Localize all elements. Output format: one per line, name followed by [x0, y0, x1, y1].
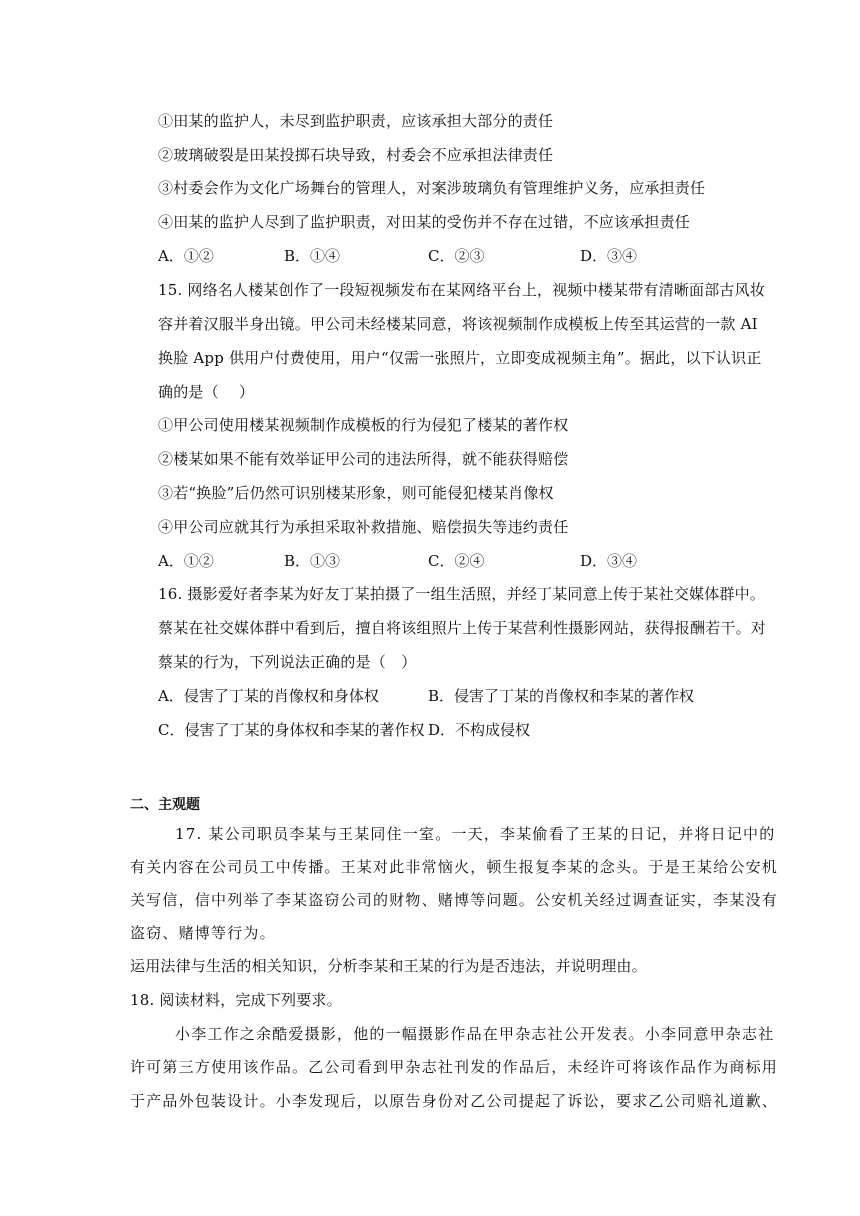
- q15-statement-3: ③若“换脸”后仍然可识别楼某形象，则可能侵犯楼某肖像权: [158, 484, 554, 502]
- q15-option-b: B．①③: [284, 552, 341, 570]
- q14-option-a: A．①②: [158, 247, 214, 265]
- q17-line-1: 17. 某公司职员李某与王某同住一室。一天，李某偷看了王某的日记，并将日记中的: [175, 825, 776, 843]
- q15-option-c: C．②④: [428, 552, 485, 570]
- q17-line-3: 关写信，信中列举了李某盗窃公司的财物、赌博等问题。公安机关经过调查证实，李某没有: [130, 891, 779, 909]
- q17-line-2: 有关内容在公司员工中传播。王某对此非常恼火，顿生报复李某的念头。于是王某给公安机: [130, 858, 779, 876]
- q17-question: 运用法律与生活的相关知识，分析李某和王某的行为是否违法，并说明理由。: [130, 957, 647, 975]
- q17-line-4: 盗窃、赌博等行为。: [130, 924, 276, 942]
- q16-option-b: B．侵害了丁某的肖像权和李某的著作权: [428, 687, 695, 705]
- q15-statement-1: ①甲公司使用楼某视频制作成模板的行为侵犯了楼某的著作权: [158, 416, 569, 434]
- q16-option-a: A．侵害了丁某的肖像权和身体权: [158, 687, 379, 705]
- q14-option-d: D．③④: [580, 247, 638, 265]
- section-title-subjective: 二、主观题: [130, 797, 200, 813]
- q15-stem-line-3: 换脸 App 供用户付费使用，用户“仅需一张照片，立即变成视频主角”。据此，以下认识正: [158, 349, 762, 367]
- q14-option-c: C．②③: [428, 247, 485, 265]
- q18-stem: 18. 阅读材料，完成下列要求。: [130, 991, 342, 1009]
- q14-statement-3: ③村委会作为文化广场舞台的管理人，对案涉玻璃负有管理维护义务，应承担责任: [158, 179, 706, 197]
- q14-option-b: B．①④: [284, 247, 341, 265]
- q14-statement-2: ②玻璃破裂是田某投掷石块导致，村委会不应承担法律责任: [158, 146, 554, 164]
- q14-statement-4: ④田某的监护人尽到了监护职责，对田某的受伤并不存在过错，不应该承担责任: [158, 213, 691, 231]
- q18-line-2: 许可第三方使用该作品。乙公司看到甲杂志社刊发的作品后，未经许可将该作品作为商标用: [130, 1058, 779, 1076]
- q15-options: [158, 551, 718, 571]
- q15-option-d: D．③④: [580, 552, 638, 570]
- q16-stem-line-2: 蔡某在社交媒体群中看到后，擅自将该组照片上传于某营利性摄影网站，获得报酬若干。对: [158, 619, 767, 637]
- q18-line-3: 于产品外包装设计。小李发现后，以原告身份对乙公司提起了诉讼，要求乙公司赔礼道歉、: [130, 1092, 779, 1110]
- q14-statement-1: ①田某的监护人，未尽到监护职责，应该承担大部分的责任: [158, 112, 554, 130]
- q14-options: [158, 246, 718, 266]
- q18-line-1: 小李工作之余酷爱摄影，他的一幅摄影作品在甲杂志社公开发表。小李同意甲杂志社: [175, 1025, 775, 1043]
- q16-option-d: D．不构成侵权: [428, 721, 531, 739]
- q15-statement-2: ②楼某如果不能有效举证甲公司的违法所得，就不能获得赔偿: [158, 450, 569, 468]
- q15-stem-line-4: 确的是（ ）: [158, 383, 255, 401]
- q15-stem-line-2: 容并着汉服半身出镜。甲公司未经楼某同意，将该视频制作成模板上传至其运营的一款 AI: [158, 315, 758, 333]
- q16-option-c: C．侵害了丁某的身体权和李某的著作权: [158, 721, 425, 739]
- q15-stem-line-1: 15. 网络名人楼某创作了一段短视频发布在某网络平台上，视频中楼某带有清晰面部古风妆: [158, 281, 766, 299]
- q15-statement-4: ④甲公司应就其行为承担采取补救措施、赔偿损失等违约责任: [158, 518, 569, 536]
- q16-stem-line-1: 16. 摄影爱好者李某为好友丁某拍摄了一组生活照，并经丁某同意上传于某社交媒体群中。: [158, 585, 766, 603]
- q15-option-a: A．①②: [158, 552, 214, 570]
- q16-stem-line-3: 蔡某的行为，下列说法正确的是（ ）: [158, 653, 417, 671]
- q16-options-row-1: [158, 686, 718, 706]
- q16-options-row-2: [158, 720, 718, 740]
